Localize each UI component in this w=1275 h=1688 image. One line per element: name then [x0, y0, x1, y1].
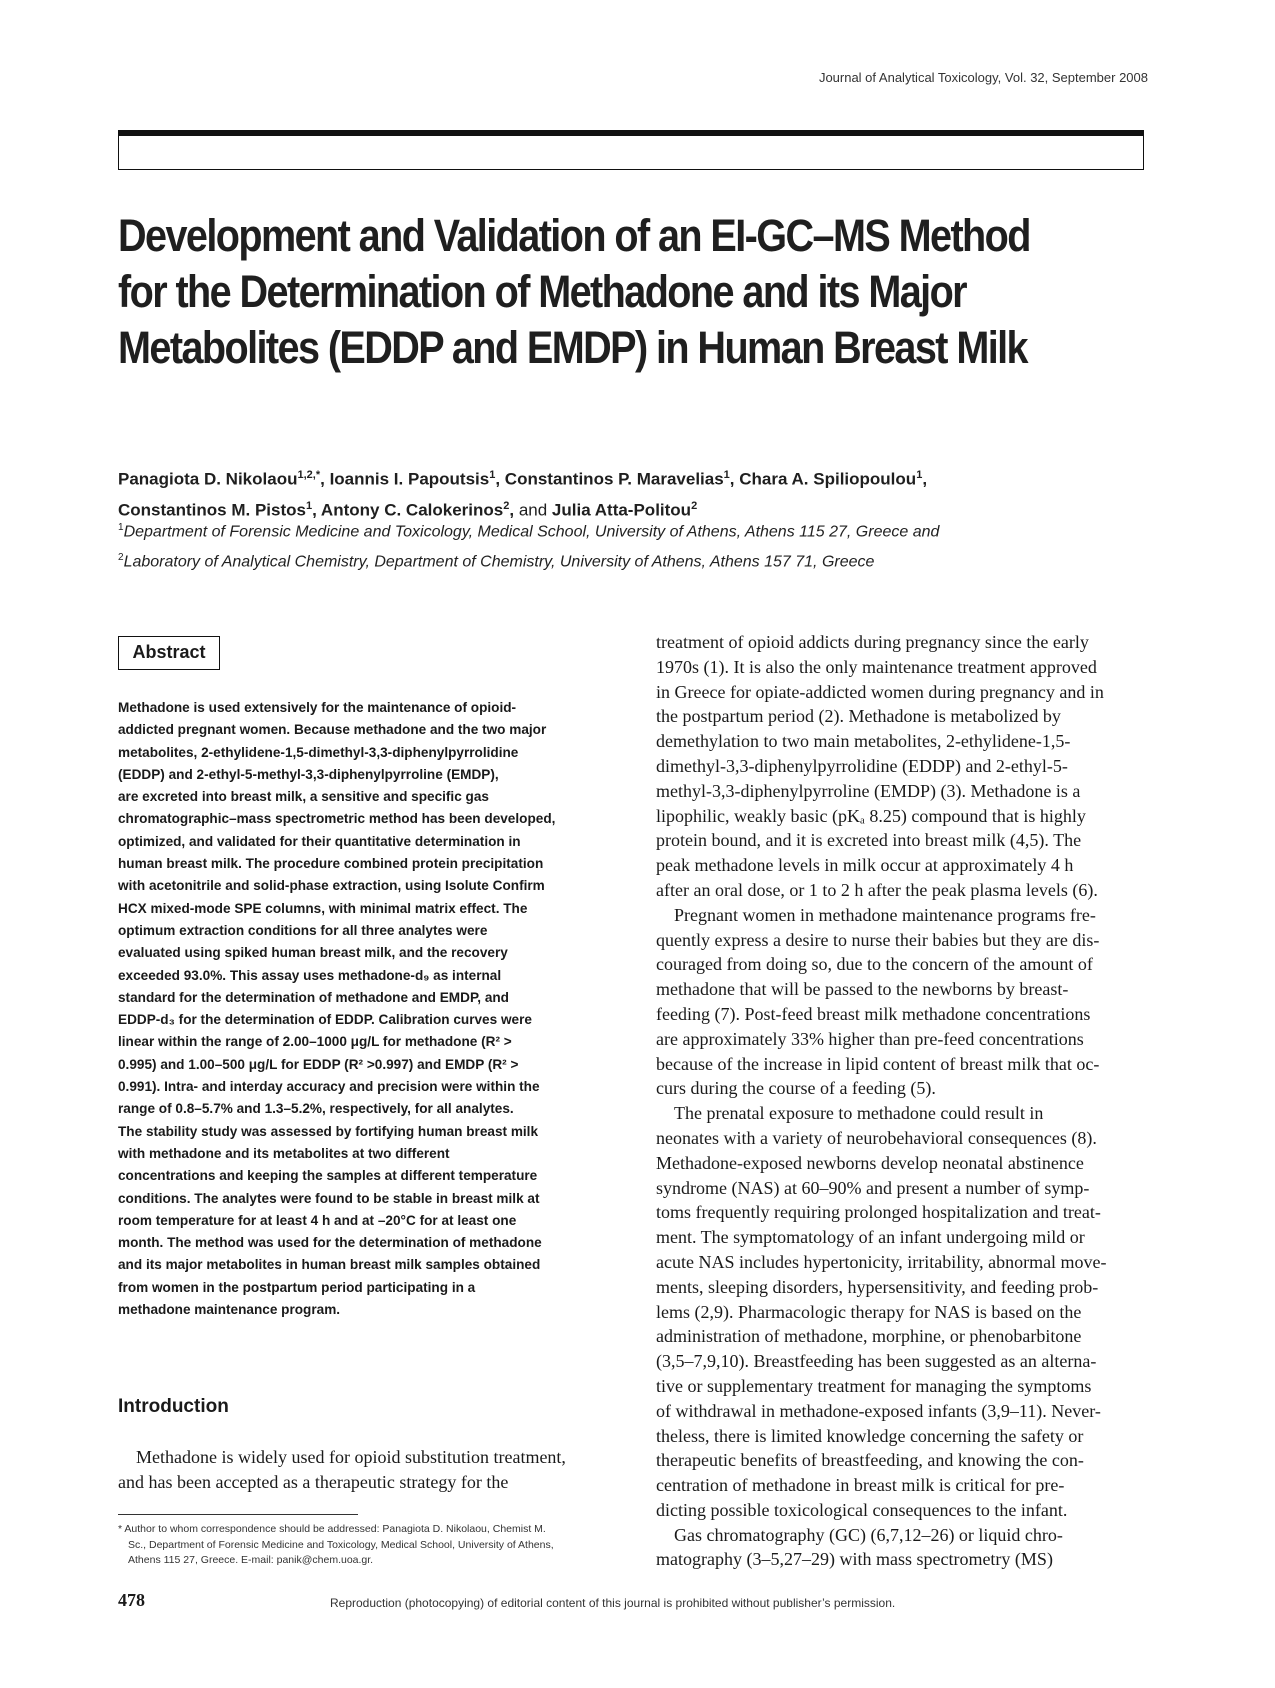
abstract-line: HCX mixed-mode SPE columns, with minimal matrix effect. The: [118, 900, 528, 916]
title-line: for the Determination of Methadone and its Major: [118, 266, 967, 317]
abstract-line: The stability study was assessed by fortifying human breast milk: [118, 1123, 539, 1139]
abstract-line: linear within the range of 2.00–1000 μg/L for methadone (R² >: [118, 1034, 512, 1050]
affiliation-sup: 2: [118, 552, 124, 564]
body-line: neonates with a variety of neurobehavioral consequences (8).: [656, 1127, 1097, 1148]
body-line: acute NAS includes hypertonicity, irritability, abnormal move-: [656, 1251, 1107, 1272]
body-line: quently express a desire to nurse their babies but they are dis-: [656, 929, 1100, 950]
title-rule-box: [118, 130, 1144, 170]
abstract-line: standard for the determination of methadone and EMDP, and: [118, 989, 509, 1005]
page-number: 478: [118, 1590, 145, 1610]
body-line: are approximately 33% higher than pre-feed concentrations: [656, 1028, 1084, 1049]
abstract-body: [118, 697, 608, 1321]
body-line: demethylation to two main metabolites, 2-ethylidene-1,5-: [656, 731, 1071, 752]
body-line: centration of methadone in breast milk is critical for pre-: [656, 1475, 1065, 1496]
author-affil-sup: 2: [503, 499, 510, 512]
abstract-line: exceeded 93.0%. This assay uses methadone-d₉ as internal: [118, 967, 502, 983]
author-sep: ,: [312, 500, 321, 520]
abstract-line: with methadone and its metabolites at two different: [118, 1145, 450, 1161]
body-line: tive or supplementary treatment for managing the symptoms: [656, 1375, 1092, 1396]
body-line: syndrome (NAS) at 60–90% and present a number of symp-: [656, 1177, 1090, 1198]
body-line: lipophilic, weakly basic (pKₐ 8.25) compound that is highly: [656, 805, 1086, 826]
affiliations: [118, 515, 1168, 576]
body-line: after an oral dose, or 1 to 2 h after the peak plasma levels (6).: [656, 879, 1098, 900]
author-sep: ,: [729, 469, 740, 489]
body-line: in Greece for opiate-addicted women during pregnancy and in: [656, 681, 1104, 702]
body-line: protein bound, and it is excreted into breast milk (4,5). The: [656, 830, 1082, 851]
body-line: peak methadone levels in milk occur at approximately 4 h: [656, 855, 1074, 876]
body-line: lems (2,9). Pharmacologic therapy for NAS is based on the: [656, 1301, 1082, 1322]
body-line: ments, sleeping disorders, hypersensitivity, and feeding prob-: [656, 1276, 1099, 1297]
abstract-line: chromatographic–mass spectrometric method has been developed,: [118, 811, 556, 827]
body-line: treatment of opioid addicts during pregnancy since the early: [656, 632, 1089, 652]
body-line: matography (3–5,27–29) with mass spectrometry (MS): [656, 1549, 1053, 1570]
body-line: the postpartum period (2). Methadone is metabolized by: [656, 706, 1061, 727]
body-line: The prenatal exposure to methadone could result in: [674, 1103, 1044, 1124]
body-line: couraged from doing so, due to the concern of the amount of: [656, 954, 1093, 975]
author-affil-sup: 1: [723, 469, 730, 481]
author-name: Antony C. Calokerinos: [320, 500, 504, 520]
abstract-line: EDDP-d₃ for the determination of EDDP. Calibration curves were: [118, 1012, 532, 1028]
body-line: dimethyl-3,3-diphenylpyrrolidine (EDDP) and 2-ethyl-5-: [656, 755, 1068, 776]
author-name: Julia Atta-Politou: [551, 500, 692, 520]
affiliation-line: [118, 545, 1168, 575]
abstract-line: conditions. The analytes were found to be stable in breast milk at: [118, 1190, 540, 1206]
author-name: Ioannis I. Papoutsis: [329, 469, 490, 489]
abstract-line: methadone maintenance program.: [118, 1302, 341, 1318]
author-sep: ,: [320, 469, 330, 489]
affiliation-sup: 1: [118, 522, 124, 533]
title-line: Development and Validation of an EI-GC–MS Method: [118, 210, 1030, 261]
footnote-divider: [118, 1514, 358, 1515]
abstract-line: evaluated using spiked human breast milk, and the recovery: [118, 945, 508, 961]
abstract-heading: Abstract: [118, 636, 220, 670]
abstract-line: human breast milk. The procedure combined protein precipitation: [118, 856, 544, 872]
body-line: Methadone is widely used for opioid substitution treatment,: [136, 1447, 566, 1467]
footnote-line: * Author to whom correspondence should be addressed: Panagiota D. Nikolaou, Chemist M.: [118, 1523, 546, 1535]
body-line: Methadone-exposed newborns develop neonatal abstinence: [656, 1152, 1084, 1173]
author-name: Chara A. Spiliopoulou: [739, 469, 917, 489]
author-affil-sup: 1,2,*: [297, 469, 321, 481]
abstract-line: Methadone is used extensively for the maintenance of opioid-: [118, 700, 517, 715]
abstract-line: concentrations and keeping the samples at different temperature: [118, 1168, 538, 1184]
body-line: curs during the course of a feeding (5).: [656, 1078, 936, 1099]
body-line: methadone that will be passed to the newborns by breast-: [656, 979, 1069, 1000]
author-and: and: [518, 500, 548, 520]
footnote-line: Athens 115 27, Greece. E-mail: panik@chem.uoa.gr.: [128, 1554, 374, 1566]
author-sep: ,: [509, 500, 519, 520]
journal-header: Journal of Analytical Toxicology, Vol. 32, September 2008: [818, 70, 1148, 85]
author-affil-sup: 1: [305, 499, 313, 512]
abstract-line: addicted pregnant women. Because methadone and the two major: [118, 722, 547, 738]
introduction-heading: Introduction: [118, 1396, 229, 1417]
correspondence-footnote: [118, 1522, 608, 1569]
introduction-body: [118, 1445, 608, 1495]
body-line: theless, there is limited knowledge concerning the safety or: [656, 1425, 1084, 1446]
body-line: 1970s (1). It is also the only maintenance treatment approved: [656, 656, 1097, 677]
abstract-line: 0.995) and 1.00–500 μg/L for EDDP (R² >0.997) and EMDP (R² >: [118, 1056, 519, 1072]
body-line: feeding (7). Post-feed breast milk methadone concentrations: [656, 1003, 1091, 1024]
author-name: Constantinos M. Pistos: [118, 500, 306, 520]
article-title: [118, 208, 1051, 376]
affiliation-text: Laboratory of Analytical Chemistry, Department of Chemistry, University of Athens, Athens 157 71, Greece: [123, 553, 875, 571]
abstract-line: optimized, and validated for their quantitative determination in: [118, 833, 521, 849]
abstract-line: with acetonitrile and solid-phase extraction, using Isolute Confirm: [118, 878, 545, 894]
abstract-line: (EDDP) and 2-ethyl-5-methyl-3,3-diphenylpyrroline (EMDP),: [118, 766, 499, 782]
body-line: (3,5–7,9,10). Breastfeeding has been suggested as an alterna-: [656, 1351, 1097, 1372]
author-sep: ,: [922, 469, 928, 489]
body-line: Pregnant women in methadone maintenance programs fre-: [674, 904, 1096, 925]
body-line: and has been accepted as a therapeutic strategy for the: [118, 1472, 509, 1492]
copyright-notice: Reproduction (photocopying) of editorial content of this journal is prohibited without publisher’s permission.: [330, 1596, 896, 1610]
body-line: because of the increase in lipid content of breast milk that oc-: [656, 1053, 1100, 1074]
author-sep: ,: [495, 469, 505, 489]
abstract-line: optimum extraction conditions for all three analytes were: [118, 922, 488, 938]
body-line: ment. The symptomatology of an infant undergoing mild or: [656, 1227, 1085, 1248]
author-line-1: [118, 462, 1148, 493]
body-line: toms frequently requiring prolonged hospitalization and treat-: [656, 1202, 1101, 1223]
abstract-line: and its major metabolites in human breast milk samples obtained: [118, 1257, 541, 1273]
body-line: of withdrawal in methadone-exposed infants (3,9–11). Never-: [656, 1400, 1101, 1421]
abstract-line: are excreted into breast milk, a sensitive and specific gas: [118, 789, 489, 805]
abstract-line: metabolites, 2-ethylidene-1,5-dimethyl-3,3-diphenylpyrrolidine: [118, 744, 519, 760]
author-affil-sup: 2: [691, 499, 698, 512]
body-line: dicting possible toxicological consequences to the infant.: [656, 1499, 1068, 1520]
abstract-line: range of 0.8–5.7% and 1.3–5.2%, respectively, for all analytes.: [118, 1101, 514, 1117]
abstract-line: month. The method was used for the determination of methadone: [118, 1235, 542, 1251]
affiliation-text: Department of Forensic Medicine and Toxicology, Medical School, University of Athens, Athens 115 27, Greece and: [123, 523, 940, 541]
author-name: Panagiota D. Nikolaou: [118, 469, 298, 489]
footnote-line: Sc., Department of Forensic Medicine and Toxicology, Medical School, University of Athens,: [128, 1538, 554, 1551]
body-line: administration of methadone, morphine, or phenobarbitone: [656, 1326, 1082, 1347]
abstract-line: 0.991). Intra- and interday accuracy and precision were within the: [118, 1079, 540, 1095]
author-affil-sup: 1: [916, 469, 923, 481]
right-column-body: [656, 630, 1146, 1572]
abstract-line: from women in the postpartum period participating in a: [118, 1279, 476, 1295]
author-affil-sup: 1: [489, 469, 496, 481]
body-line: Gas chromatography (GC) (6,7,12–26) or liquid chro-: [674, 1524, 1063, 1545]
body-line: therapeutic benefits of breastfeeding, and knowing the con-: [656, 1450, 1084, 1471]
body-line: methyl-3,3-diphenylpyrroline (EMDP) (3). Methadone is a: [656, 780, 1081, 801]
affiliation-line: [118, 515, 1168, 545]
abstract-line: room temperature for at least 4 h and at –20°C for at least one: [118, 1212, 517, 1228]
title-line: Metabolites (EDDP and EMDP) in Human Breast Milk: [118, 322, 1028, 373]
author-name: Constantinos P. Maravelias: [504, 469, 724, 489]
